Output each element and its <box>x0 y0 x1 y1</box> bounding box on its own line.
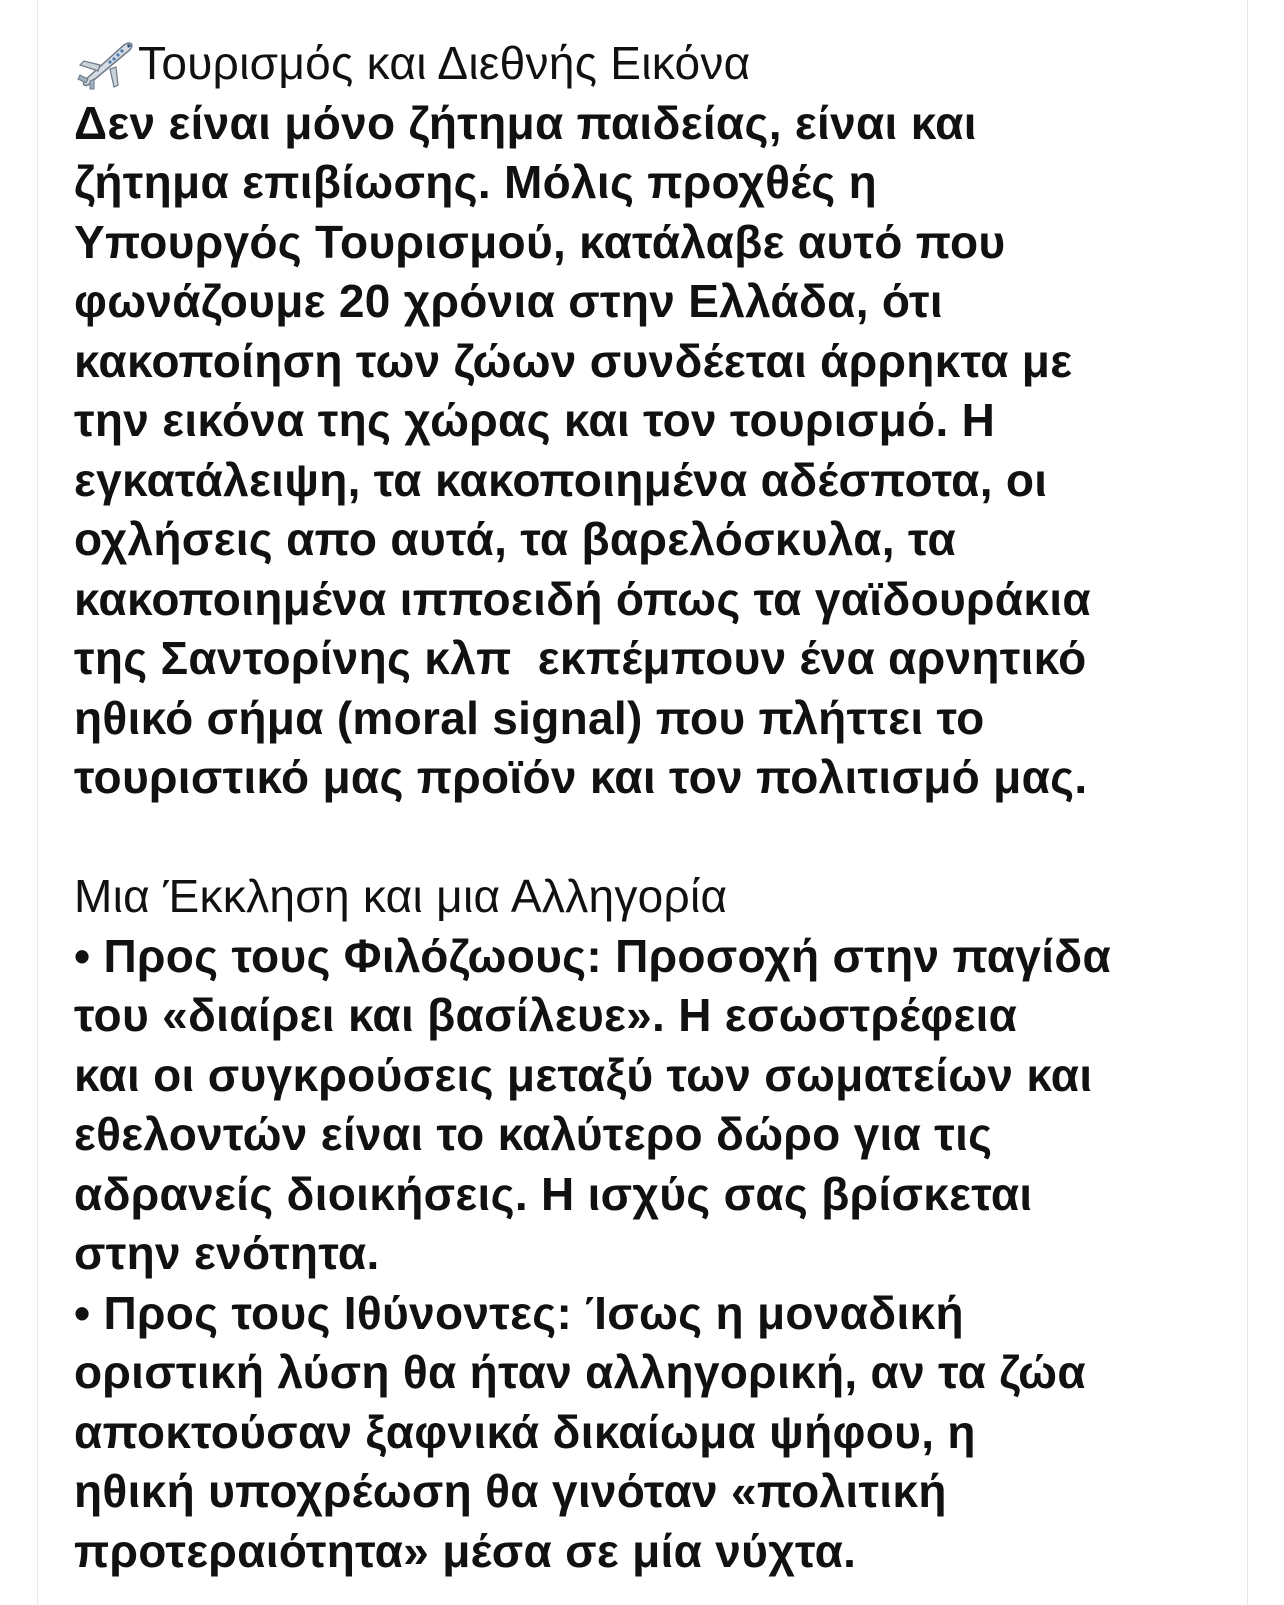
text-line: κακοποίηση των ζώων συνδέεται άρρηκτα με <box>74 334 1073 387</box>
text-line: οριστική λύση θα ήταν αλληγορική, αν τα ζώα <box>74 1346 1086 1398</box>
text-line: ηθική υποχρέωση θα γινόταν «πολιτική <box>74 1465 947 1517</box>
paragraph-spacer <box>74 808 1239 868</box>
text-line: τουριστικό μας προϊόν και τον πολιτισμό μας. <box>74 751 1088 803</box>
text-line: αδρανείς διοικήσεις. Η ισχύς σας βρίσκεται <box>74 1167 1033 1220</box>
text-line: και οι συγκρούσεις μεταξύ των σωματείων και <box>74 1048 1093 1101</box>
airplane-icon <box>74 35 136 91</box>
text-line: του «διαίρει και βασίλευε». Η εσωστρέφεια <box>74 989 1018 1041</box>
text-line: στην ενότητα. <box>74 1227 380 1279</box>
right-border <box>1247 0 1248 1605</box>
bullet-line: • Προς τους Ιθύνοντες: Ίσως η μοναδική <box>74 1286 964 1339</box>
text-line: ζήτημα επιβίωσης. Μόλις προχθές η <box>74 156 877 208</box>
text-line: Δεν είναι μόνο ζήτημα παιδείας, είναι και <box>74 96 977 149</box>
text-line: την εικόνα της χώρας και τον τουρισμό. Η <box>74 394 996 446</box>
text-line: της Σαντορίνης κλπ εκπέμπουν ένα αρνητικό <box>74 632 1087 684</box>
text-line: οχλήσεις απο αυτά, τα βαρελόσκυλα, τα <box>74 513 957 565</box>
bullet-line: • Προς τους Φιλόζωους: Προσοχή στην παγίδα <box>74 929 1112 982</box>
text-line: ηθικό σήμα (moral signal) που πλήττει το <box>74 691 985 744</box>
text-line: προτεραιότητα» μέσα σε μία νύχτα. <box>74 1524 857 1577</box>
post-body <box>74 34 1239 1581</box>
text-line: Υπουργός Τουρισμού, κατάλαβε αυτό που <box>74 215 1006 268</box>
section-title: Τουρισμός και Διεθνής Εικόνα <box>138 37 751 89</box>
left-border <box>37 0 38 1605</box>
text-line: κακοποιημένα ιπποειδή όπως τα γαϊδουράκια <box>74 572 1091 625</box>
text-line: αποκτούσαν ξαφνικά δικαίωμα ψήφου, η <box>74 1405 976 1458</box>
text-line: εγκατάλειψη, τα κακοποιημένα αδέσποτα, οι <box>74 453 1048 506</box>
section-heading-appeal: Μια Έκκληση και μια Αλληγορία <box>74 870 728 922</box>
text-line: εθελοντών είναι το καλύτερο δώρο για τις <box>74 1108 993 1160</box>
text-line: φωνάζουμε 20 χρόνια στην Ελλάδα, ότι <box>74 275 943 327</box>
section-heading-tourism <box>74 34 1239 94</box>
